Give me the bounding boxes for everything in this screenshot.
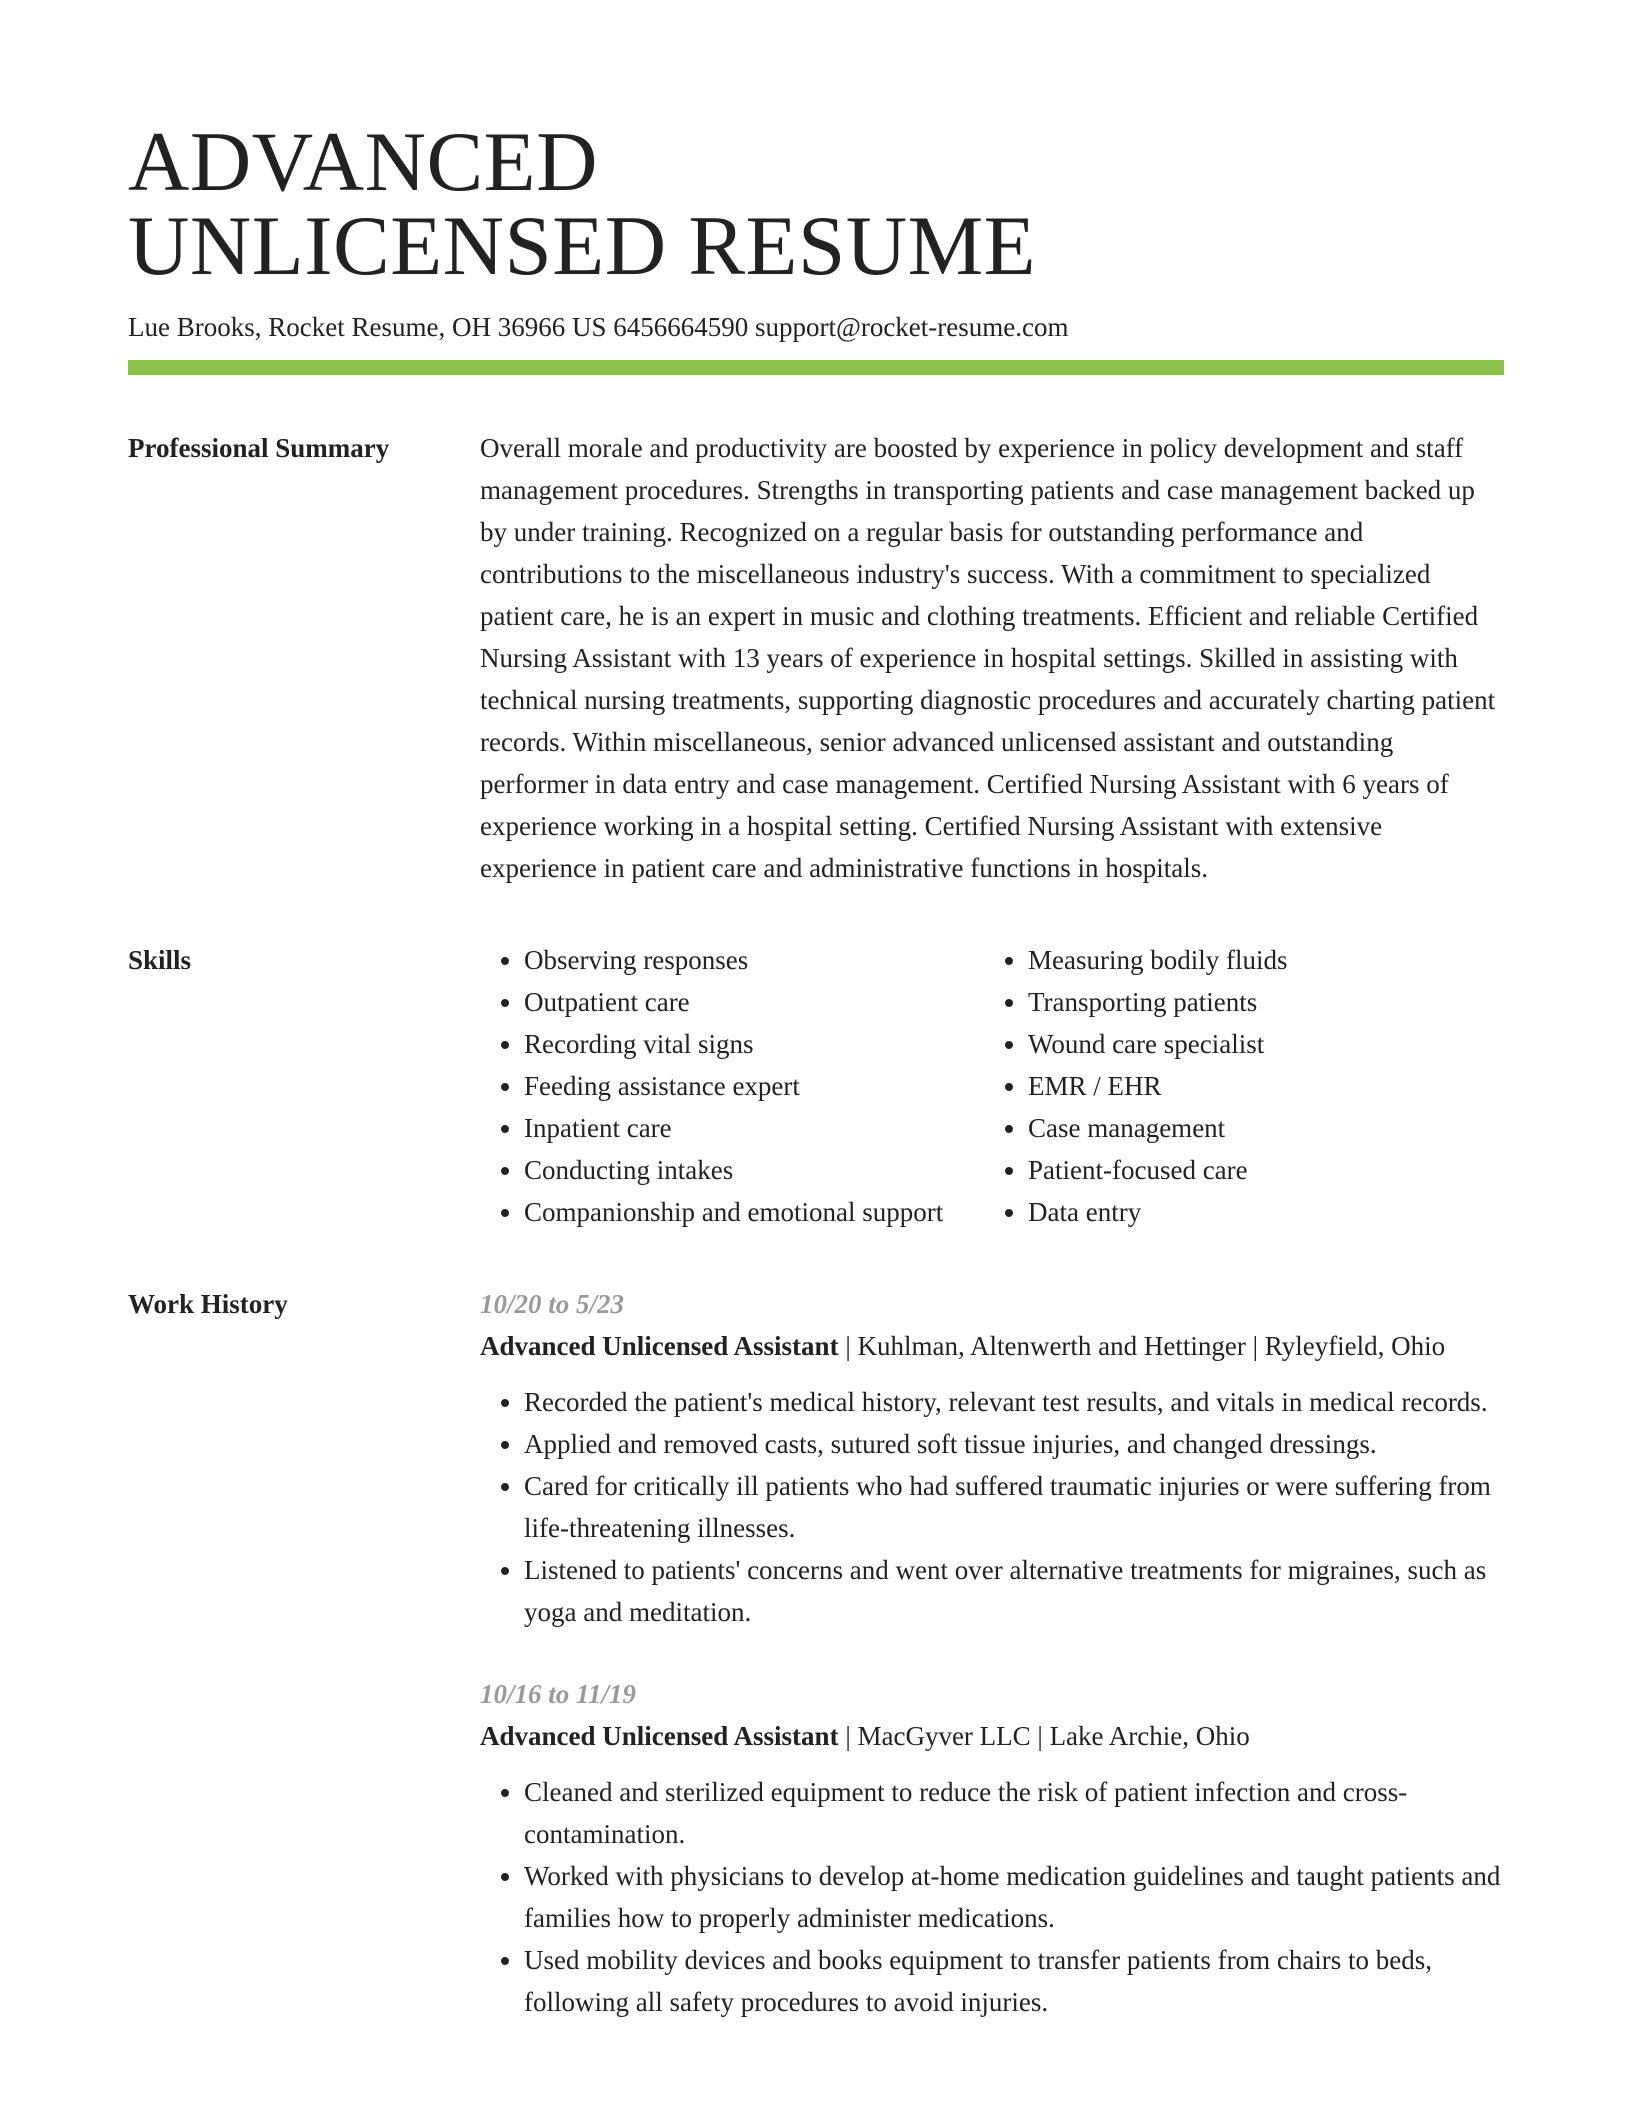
skills-section <box>128 939 1504 1233</box>
skill-item: • Patient-focused care <box>1028 1149 1287 1191</box>
job-bullet: • Applied and removed casts, sutured soft tissue injuries, and changed dressings. <box>524 1423 1504 1465</box>
skill-item: • Observing responses <box>524 939 984 981</box>
skills-body <box>480 939 1504 1233</box>
contact-info: Lue Brooks, Rocket Resume, OH 36966 US 6456664590 support@rocket-resume.com <box>128 312 1069 342</box>
resume-title-line-2: UNLICENSED RESUME <box>128 199 1037 293</box>
job-dates: 10/20 to 5/23 <box>480 1289 625 1319</box>
job-bullet: • Cleaned and sterilized equipment to reduce the risk of patient infection and cross-contamination. <box>524 1771 1504 1855</box>
job-bullet: • Listened to patients' concerns and went over alternative treatments for migraines, such as yoga and meditation. <box>524 1549 1504 1633</box>
skill-item: • Conducting intakes <box>524 1149 984 1191</box>
skill-item: • Transporting patients <box>1028 981 1287 1023</box>
job-title: Advanced Unlicensed Assistant <box>480 1721 839 1751</box>
skill-item: • Outpatient care <box>524 981 984 1023</box>
job-bullet: • Worked with physicians to develop at-home medication guidelines and taught patients and families how to properly administer medications. <box>524 1855 1504 1939</box>
summary-section <box>128 427 1504 889</box>
job-bullets <box>480 1381 1504 1633</box>
job-heading <box>480 1325 1504 1367</box>
work-history-body <box>480 1283 1504 2063</box>
resume-title-line-1: ADVANCED <box>128 115 598 209</box>
job-bullet: • Cared for critically ill patients who had suffered traumatic injuries or were suffering from life-threatening illnesses. <box>524 1465 1504 1549</box>
skill-item: • Recording vital signs <box>524 1023 984 1065</box>
skills-heading: Skills <box>128 945 192 975</box>
job-details: | MacGyver LLC | Lake Archie, Ohio <box>838 1721 1250 1751</box>
job-heading <box>480 1715 1504 1757</box>
skill-item: • Wound care specialist <box>1028 1023 1287 1065</box>
skill-item: • Inpatient care <box>524 1107 984 1149</box>
work-history-section <box>128 1283 1504 2063</box>
accent-divider <box>128 360 1504 375</box>
job-bullet: • Used mobility devices and books equipment to transfer patients from chairs to beds, following all safety procedures to avoid injuries. <box>524 1939 1504 2023</box>
job-entry <box>480 1673 1504 2023</box>
job-dates: 10/16 to 11/19 <box>480 1679 637 1709</box>
skills-list-left <box>480 939 984 1233</box>
summary-heading: Professional Summary <box>128 433 390 463</box>
skill-item: • EMR / EHR <box>1028 1065 1287 1107</box>
skill-item: • Data entry <box>1028 1191 1287 1233</box>
job-entry <box>480 1283 1504 1633</box>
job-title: Advanced Unlicensed Assistant <box>480 1331 839 1361</box>
job-bullet: • Recorded the patient's medical history, relevant test results, and vitals in medical records. <box>524 1381 1504 1423</box>
work-history-heading: Work History <box>128 1289 288 1319</box>
skill-item: • Companionship and emotional support <box>524 1191 984 1233</box>
job-bullets <box>480 1771 1504 2023</box>
summary-text: Overall morale and productivity are boosted by experience in policy development and staff management procedures. Strengths in transporting patients and case management backed up by under training. Recognized on a regular basis for outstanding performance and contributions to the miscellaneous industry's success. With a commitment to specialized patient care, he is an expert in music and clothing treatments. Efficient and reliable Certified Nursing Assistant with 13 years of experience in hospital settings. Skilled in assisting with technical nursing treatments, supporting diagnostic procedures and accurately charting patient records. Within miscellaneous, senior advanced unlicensed assistant and outstanding performer in data entry and case management. Certified Nursing Assistant with 6 years of experience working in a hospital setting. Certified Nursing Assistant with extensive experience in patient care and administrative functions in hospitals. <box>480 433 1496 883</box>
job-details: | Kuhlman, Altenwerth and Hettinger | Ryleyfield, Ohio <box>838 1331 1446 1361</box>
skill-item: • Case management <box>1028 1107 1287 1149</box>
resume-title <box>128 115 1504 293</box>
skill-item: • Measuring bodily fluids <box>1028 939 1287 981</box>
skills-list-right <box>984 939 1287 1233</box>
summary-body <box>480 427 1504 889</box>
skill-item: • Feeding assistance expert <box>524 1065 984 1107</box>
